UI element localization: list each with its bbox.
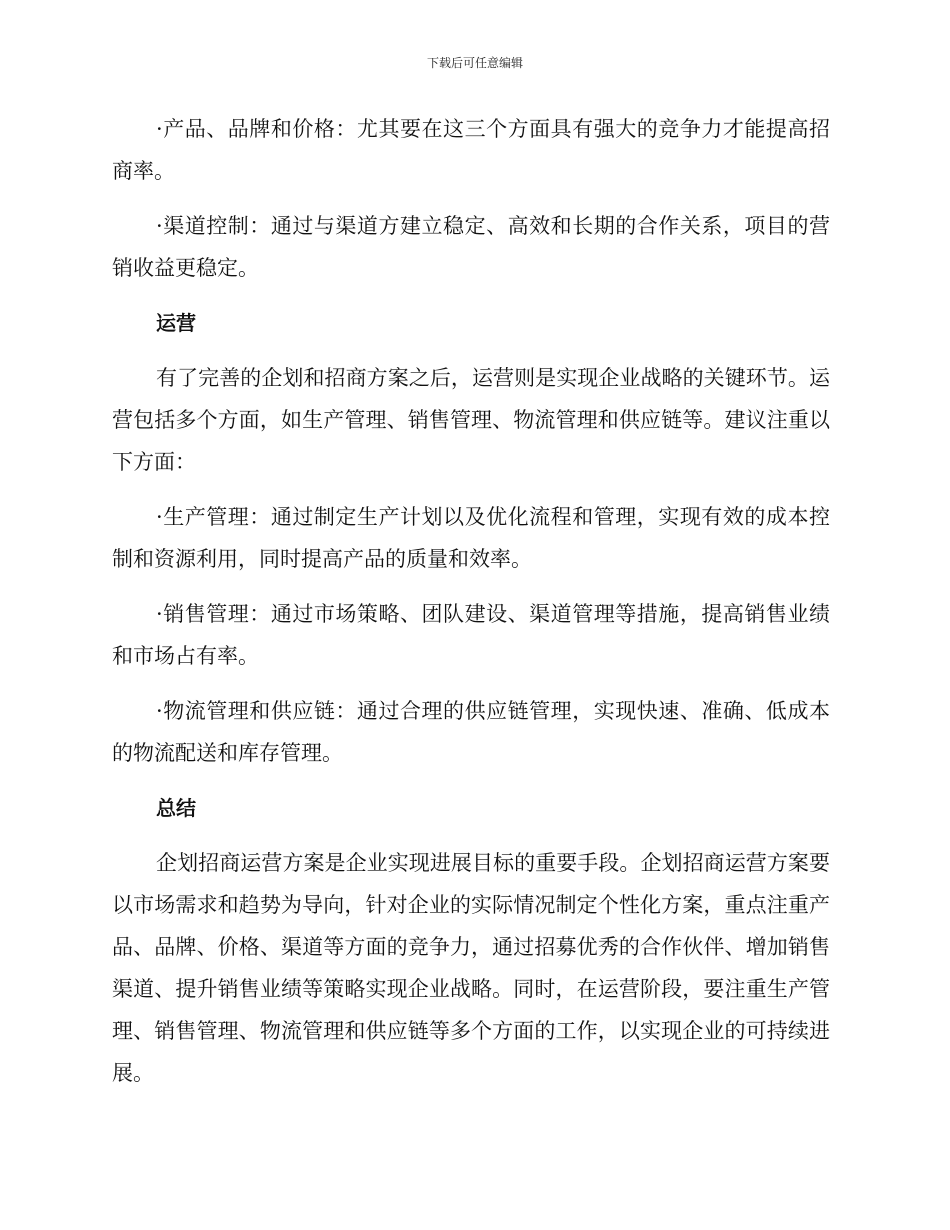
section-heading-summary: 总结	[156, 796, 196, 820]
summary-paragraph: 企划招商运营方案是企业实现进展目标的重要手段。企划招商运营方案要以市场需求和趋势为导向，针对企业的实际情况制定个性化方案，重点注重产品、品牌、价格、渠道等方面的竞争力，通过招募优秀的合作伙伴、增加销售渠道、提升销售业绩等策略实现企业战略。同时，在运营阶段，要注重生产管理、销售管理、物流管理和供应链等多个方面的工作，以实现企业的可持续进展。	[112, 851, 830, 1085]
bullet-sales-management: ·销售管理：通过市场策略、团队建设、渠道管理等措施，提高销售业绩和市场占有率。	[112, 602, 830, 668]
bullet-production-management: ·生产管理：通过制定生产计划以及优化流程和管理，实现有效的成本控制和资源利用，同时提高产品的质量和效率。	[112, 505, 830, 571]
bullet-product-brand-price: ·产品、品牌和价格：尤其要在这三个方面具有强大的竞争力才能提高招商率。	[112, 117, 830, 183]
bullet-channel-control: ·渠道控制：通过与渠道方建立稳定、高效和长期的合作关系，项目的营销收益更稳定。	[112, 214, 830, 280]
document-body	[112, 108, 830, 1094]
operation-intro-paragraph: 有了完善的企划和招商方案之后，运营则是实现企业战略的关键环节。运营包括多个方面，如生产管理、销售管理、物流管理和供应链等。建议注重以下方面：	[112, 366, 830, 474]
bullet-logistics-supply-chain: ·物流管理和供应链：通过合理的供应链管理，实现快速、准确、低成本的物流配送和库存管理。	[112, 699, 830, 765]
section-heading-operation: 运营	[156, 311, 196, 335]
header-note: 下载后可任意编辑	[426, 56, 523, 70]
